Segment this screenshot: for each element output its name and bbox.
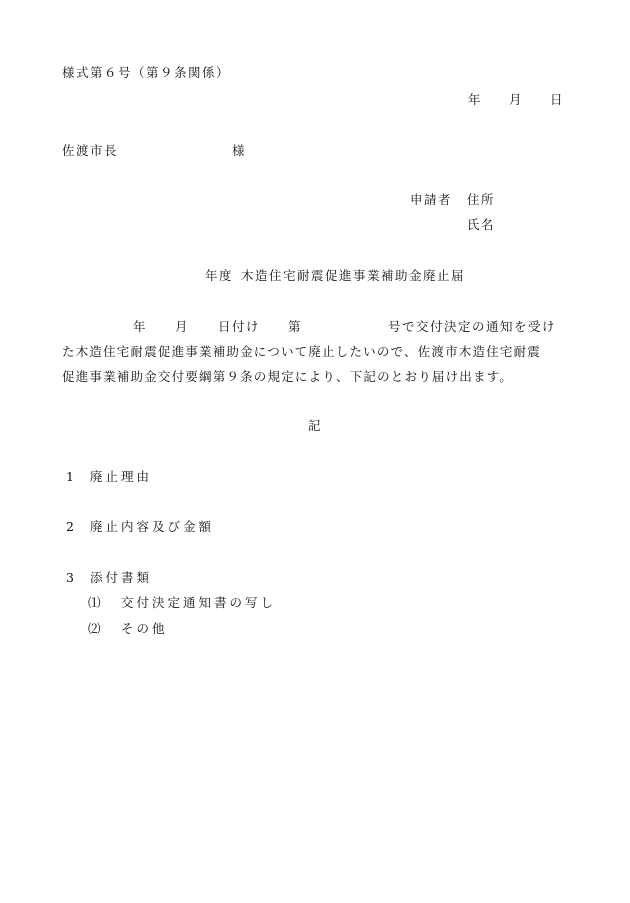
title-year-label: 年度 (205, 268, 234, 283)
item-3-number: 3 (66, 570, 76, 585)
attachment-2-label: その他 (121, 621, 168, 636)
address-label: 住所 (467, 192, 496, 207)
addressee-honorific: 様 (232, 143, 247, 158)
item-3-label: 添付書類 (90, 570, 153, 585)
attachment-1-label: 交付決定通知書の写し (121, 595, 277, 610)
body-line-2: た木造住宅耐震促進事業補助金について廃止したいので、佐渡市木造住宅耐震 (62, 344, 542, 359)
ki-heading: 記 (308, 418, 323, 433)
ref-year-label: 年 (133, 319, 148, 334)
attachment-1-number: ⑴ (88, 595, 103, 610)
item-2-label: 廃止内容及び金額 (90, 519, 215, 534)
ref-day-label: 日付け (218, 319, 261, 334)
ref-month-label: 月 (175, 319, 190, 334)
item-1-number: 1 (66, 469, 76, 484)
document-title: 木造住宅耐震促進事業補助金廃止届 (241, 268, 466, 283)
ref-number-prefix: 第 (288, 319, 303, 334)
item-2-number: 2 (66, 519, 76, 534)
body-line-1-tail: 号で交付決定の通知を受け (388, 319, 557, 334)
body-line-3: 促進事業補助金交付要綱第９条の規定により、下記のとおり届け出ます。 (62, 369, 514, 384)
item-1-label: 廃止理由 (90, 469, 153, 484)
form-label: 様式第６号（第９条関係） (62, 65, 231, 80)
applicant-label: 申請者 (410, 192, 453, 207)
name-label: 氏名 (467, 217, 496, 232)
date-day-label: 日 (550, 92, 565, 107)
attachment-2-number: ⑵ (88, 621, 103, 636)
date-year-label: 年 (468, 92, 483, 107)
addressee-name: 佐渡市長 (62, 143, 119, 158)
date-month-label: 月 (509, 92, 524, 107)
